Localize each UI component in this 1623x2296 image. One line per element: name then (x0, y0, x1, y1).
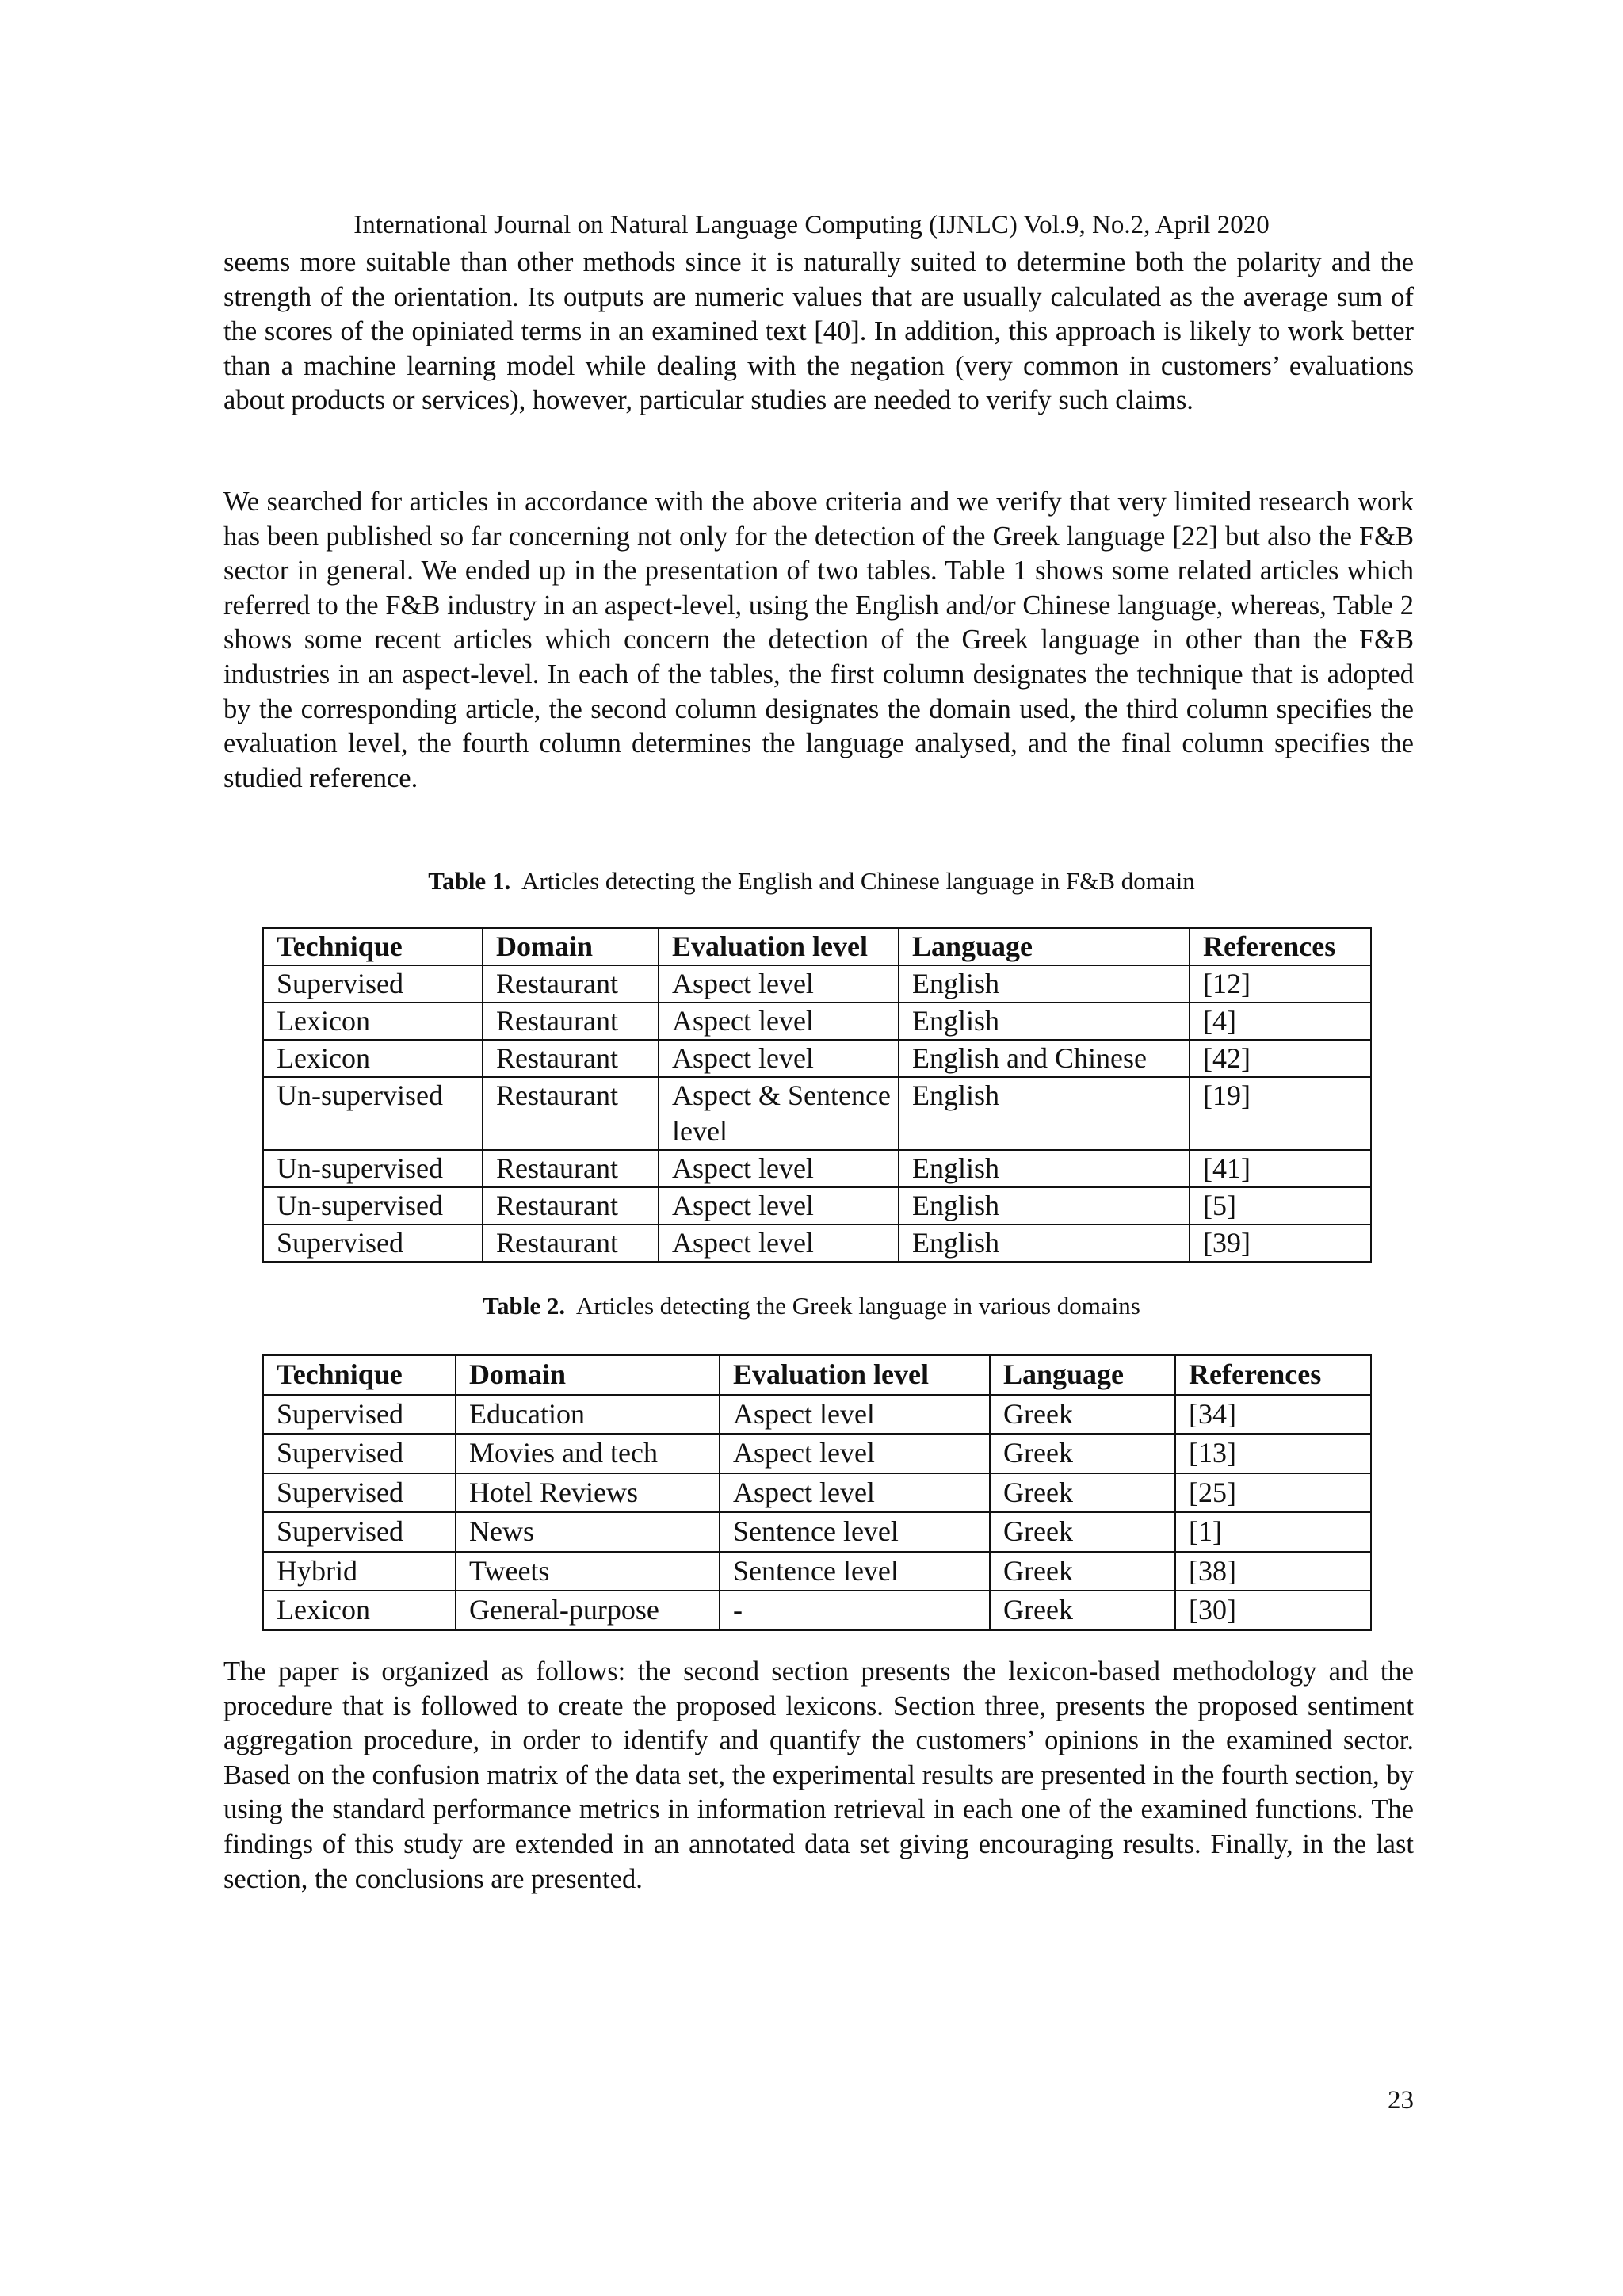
page-number: 23 (1388, 2086, 1414, 2115)
table1-cell: Aspect level (659, 1003, 899, 1040)
table2-cell: Greek (990, 1591, 1175, 1630)
table1-header-references: References (1190, 928, 1371, 965)
table1-header-row (263, 928, 1371, 965)
table2-cell: Greek (990, 1395, 1175, 1435)
table1-cell: Aspect & Sentence level (659, 1077, 899, 1150)
table1-cell: [4] (1190, 1003, 1371, 1040)
table-row (263, 1512, 1371, 1552)
paragraph-intro-continuation: seems more suitable than other methods since it is naturally suited to determine both the polarity and the strength of the orientation. Its outputs are numeric values that are usually calculated as the average sum of the scores of the opiniated terms in an examined text [40]. In addition, this approach is likely to work better than a machine learning model while dealing with the negation (very common in customers’ evaluations about products or services), however, particular studies are needed to verify such claims. (223, 247, 1414, 416)
table2 (262, 1354, 1372, 1631)
paragraph-related-work: We searched for articles in accordance with the above criteria and we verify that very limited research work has been published so far concerning not only for the detection of the Greek language [22] but also the F&B sector in general. We ended up in the presentation of two tables. Table 1 shows some related articles which referred to the F&B industry in an aspect-level, using the English and/or Chinese language, whereas, Table 2 shows some recent articles which concern the detection of the Greek language in other than the F&B industries in an aspect-level. In each of the tables, the first column designates the technique that is adopted by the corresponding article, the second column designates the domain used, the third column specifies the evaluation level, the fourth column determines the language analysed, and the final column specifies the studied reference. (223, 487, 1414, 793)
table-row (263, 1040, 1371, 1077)
table2-cell: Greek (990, 1552, 1175, 1591)
table1-cell: English and Chinese (899, 1040, 1190, 1077)
table1-caption-text: Articles detecting the English and Chinese language in F&B domain (521, 867, 1195, 895)
table1-header-domain: Domain (483, 928, 659, 965)
table1 (262, 927, 1372, 1263)
table2-caption (0, 1290, 1623, 1322)
table1-cell: English (899, 1003, 1190, 1040)
table2-cell: Supervised (263, 1473, 456, 1513)
table-row (263, 1003, 1371, 1040)
table-row (263, 1187, 1371, 1224)
table1-cell: Restaurant (483, 965, 659, 1003)
table-row (263, 1591, 1371, 1630)
table1-cell: Lexicon (263, 1003, 483, 1040)
table2-header-domain: Domain (456, 1355, 720, 1395)
table1-cell: Un-supervised (263, 1077, 483, 1150)
table1-cell: Supervised (263, 1224, 483, 1262)
table1-cell: Supervised (263, 965, 483, 1003)
table1-cell: Restaurant (483, 1077, 659, 1150)
table1-cell: [5] (1190, 1187, 1371, 1224)
table-row (263, 1473, 1371, 1513)
table1-cell: Un-supervised (263, 1150, 483, 1187)
table2-caption-text: Articles detecting the Greek language in various domains (575, 1292, 1140, 1320)
table-row (263, 1395, 1371, 1435)
table1-cell: Aspect level (659, 1040, 899, 1077)
table2-cell: Supervised (263, 1434, 456, 1473)
table2-header-references: References (1175, 1355, 1371, 1395)
table1-cell: Restaurant (483, 1040, 659, 1077)
table2-cell: [13] (1175, 1434, 1371, 1473)
table2-cell: Aspect level (720, 1395, 990, 1435)
paragraph-paper-organization: The paper is organized as follows: the second section presents the lexicon-based methodology and the procedure that is followed to create the proposed lexicons. Section three, presents the proposed sentiment aggregation procedure, in order to identify and quantify the customers’ opinions in the examined sector. Based on the confusion matrix of the data set, the experimental results are presented in the fourth section, by using the standard performance metrics in information retrieval in each one of the examined functions. The findings of this study are extended in an annotated data set giving encouraging results. Finally, in the last section, the conclusions are presented. (223, 1656, 1414, 1894)
table1-cell: Un-supervised (263, 1187, 483, 1224)
table2-cell: - (720, 1591, 990, 1630)
table1-cell: Restaurant (483, 1187, 659, 1224)
table2-cell: Greek (990, 1434, 1175, 1473)
table1-cell: English (899, 1150, 1190, 1187)
table1-header-evaluation-level: Evaluation level (659, 928, 899, 965)
table1-header-language: Language (899, 928, 1190, 965)
table2-cell: [38] (1175, 1552, 1371, 1591)
table1-cell: English (899, 1077, 1190, 1150)
table2-cell: Greek (990, 1473, 1175, 1513)
table1-caption-label: Table 1. (428, 867, 511, 895)
table1-cell: Restaurant (483, 1150, 659, 1187)
table-row (263, 1077, 1371, 1150)
table-row (263, 1224, 1371, 1262)
table1-cell: English (899, 965, 1190, 1003)
table1-cell: Aspect level (659, 1224, 899, 1262)
table2-cell: [30] (1175, 1591, 1371, 1630)
table2-cell: Aspect level (720, 1434, 990, 1473)
table2-cell: Education (456, 1395, 720, 1435)
table2-cell: Tweets (456, 1552, 720, 1591)
table1-cell: [39] (1190, 1224, 1371, 1262)
table2-header-technique: Technique (263, 1355, 456, 1395)
table2-header-evaluation-level: Evaluation level (720, 1355, 990, 1395)
table1-cell: [12] (1190, 965, 1371, 1003)
table1-cell: Restaurant (483, 1224, 659, 1262)
table2-cell: Greek (990, 1512, 1175, 1552)
table1-cell: [41] (1190, 1150, 1371, 1187)
table2-cell: Lexicon (263, 1591, 456, 1630)
table2-cell: Supervised (263, 1512, 456, 1552)
table-row (263, 1434, 1371, 1473)
table2-cell: [34] (1175, 1395, 1371, 1435)
table2-cell: Supervised (263, 1395, 456, 1435)
table2-cell: Aspect level (720, 1473, 990, 1513)
table2-cell: News (456, 1512, 720, 1552)
table1-cell: Aspect level (659, 965, 899, 1003)
running-header: International Journal on Natural Language Computing (IJNLC) Vol.9, No.2, April 2020 (353, 211, 1270, 239)
table2-cell: Sentence level (720, 1512, 990, 1552)
table2-cell: [1] (1175, 1512, 1371, 1552)
table1-cell: Aspect level (659, 1150, 899, 1187)
table2-header-row (263, 1355, 1371, 1395)
table1-cell: [19] (1190, 1077, 1371, 1150)
table2-cell: [25] (1175, 1473, 1371, 1513)
table2-header-language: Language (990, 1355, 1175, 1395)
table1-cell: Lexicon (263, 1040, 483, 1077)
table2-cell: Hotel Reviews (456, 1473, 720, 1513)
table-row (263, 1552, 1371, 1591)
table1-cell: English (899, 1224, 1190, 1262)
table1-caption (0, 865, 1623, 897)
table2-cell: Sentence level (720, 1552, 990, 1591)
table-row (263, 1150, 1371, 1187)
table1-cell: Restaurant (483, 1003, 659, 1040)
table2-cell: Hybrid (263, 1552, 456, 1591)
table1-cell: English (899, 1187, 1190, 1224)
table1-cell: [42] (1190, 1040, 1371, 1077)
table1-cell: Aspect level (659, 1187, 899, 1224)
table2-cell: Movies and tech (456, 1434, 720, 1473)
table1-header-technique: Technique (263, 928, 483, 965)
table2-cell: General-purpose (456, 1591, 720, 1630)
table-row (263, 965, 1371, 1003)
table2-caption-label: Table 2. (483, 1292, 566, 1320)
